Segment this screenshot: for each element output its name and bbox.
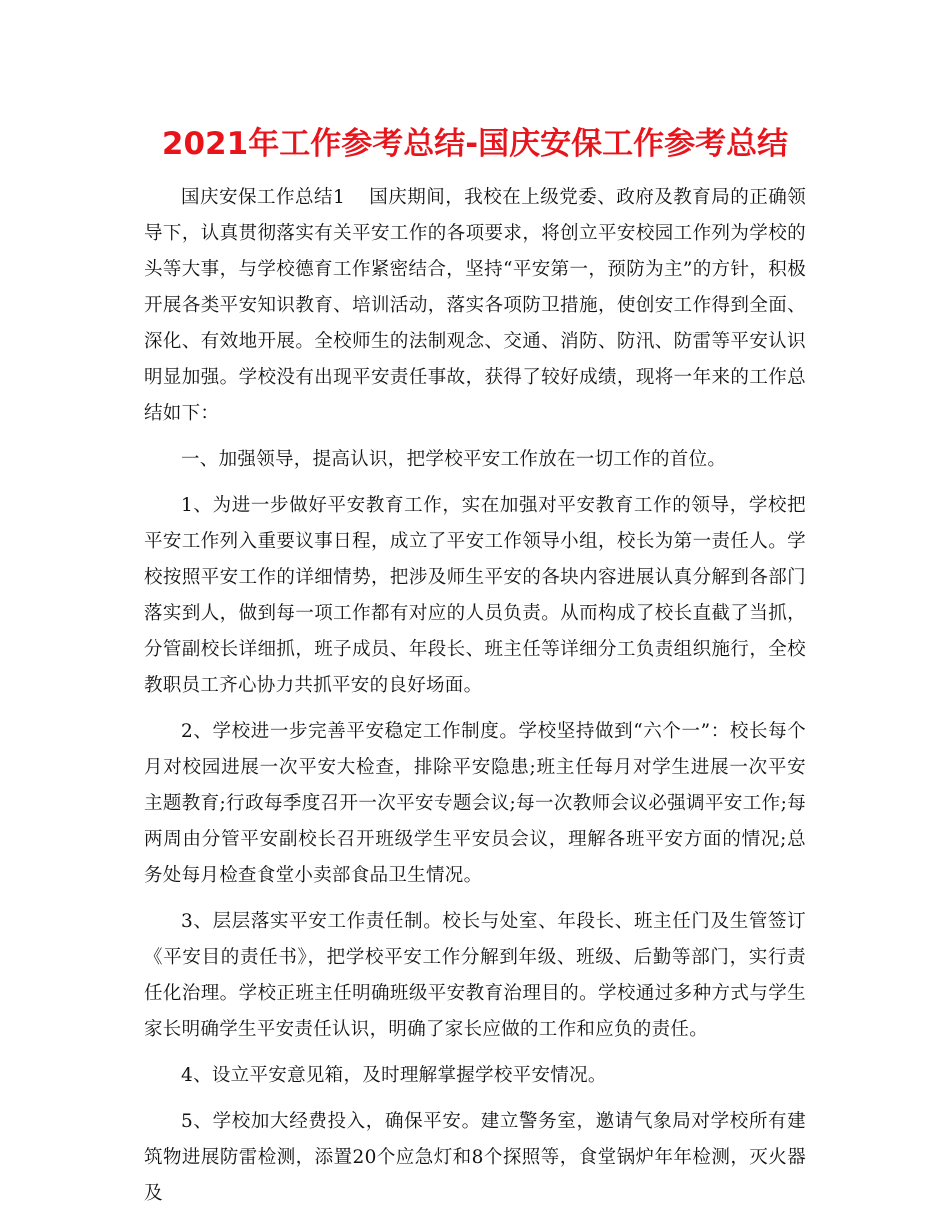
intro-label: 国庆安保工作总结1: [181, 187, 346, 208]
paragraph-item-5: 5、学校加大经费投入，确保平安。建立警务室，邀请气象局对学校所有建筑物进展防雷检测，添置20个应急灯和8个探照等，食堂锅炉年年检测，灭火器及: [144, 1111, 806, 1204]
document-body: [144, 180, 806, 1212]
paragraph-item-3: 3、层层落实平安工作责任制。校长与处室、年段长、班主任门及生管签订《平安目的责任书》，把学校平安工作分解到年级、班级、后勤等部门，实行责任化治理。学校正班主任明确班级平安教育治理目的。学校通过多种方式与学生家长明确学生平安责任认识，明确了家长应做的工作和应负的责任。: [144, 911, 806, 1040]
paragraph-text: 国庆期间，我校在上级党委、政府及教育局的正确领导下，认真贯彻落实有关平安工作的各项要求，将创立平安校园工作列为学校的头等大事，与学校德育工作紧密结合，坚持“平安第一，预防为主”的方针，积极开展各类平安知识教育、培训活动，落实各项防卫措施，使创安工作得到全面、深化、有效地开展。全校师生的法制观念、交通、消防、防汛、防雷等平安认识明显加强。学校没有出现平安责任事故，获得了较好成绩，现将一年来的工作总结如下：: [144, 187, 806, 424]
document-title: 2021年工作参考总结-国庆安保工作参考总结: [161, 126, 789, 162]
paragraph-item-4: 4、设立平安意见箱，及时理解掌握学校平安情况。: [181, 1065, 607, 1086]
paragraph-item-2: 2、学校进一步完善平安稳定工作制度。学校坚持做到“六个一”：校长每个月对校园进展一次平安大检查，排除平安隐患;班主任每月对学生进展一次平安主题教育;行政每季度召开一次平安专题会议;每一次教师会议必强调平安工作;每两周由分管平安副校长召开班级学生平安员会议，理解各班平安方面的情况;总务处每月检查食堂小卖部食品卫生情况。: [144, 721, 806, 886]
paragraph-intro: [144, 180, 806, 432]
paragraph-item-1: 1、为进一步做好平安教育工作，实在加强对平安教育工作的领导，学校把平安工作列入重要议事日程，成立了平安工作领导小组，校长为第一责任人。学校按照平安工作的详细情势，把涉及师生平安的各块内容进展认真分解到各部门落实到人，做到每一项工作都有对应的人员负责。从而构成了校长直截了当抓，分管副校长详细抓，班子成员、年段长、班主任等详细分工负责组织施行，全校教职员工齐心协力共抓平安的良好场面。: [144, 495, 806, 696]
paragraph-section-heading: 一、加强领导，提高认识，把学校平安工作放在一切工作的首位。: [181, 449, 727, 470]
